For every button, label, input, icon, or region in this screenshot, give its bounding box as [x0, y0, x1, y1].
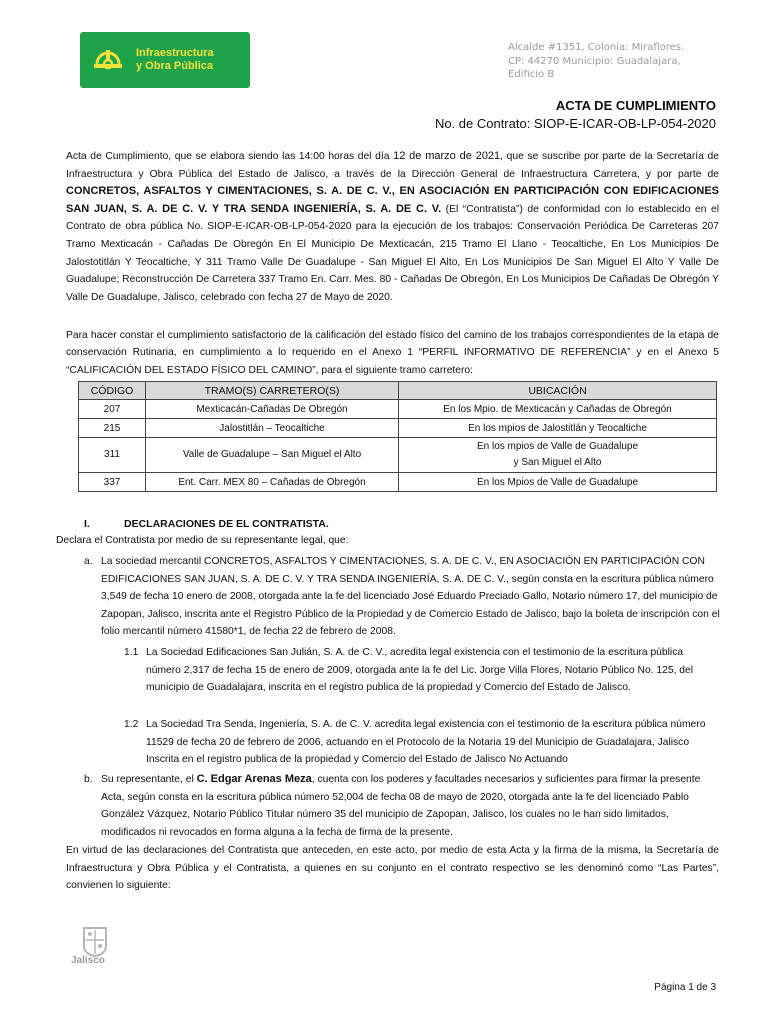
contract-number: No. de Contrato: SIOP-E-ICAR-OB-LP-054-2020 — [434, 116, 716, 131]
address-line-3: Edificio B — [508, 69, 555, 80]
list-marker: a. — [84, 556, 93, 567]
list-marker: b. — [84, 774, 93, 785]
declaration-1-2-text: La Sociedad Tra Senda, Ingeniería, S. A. de C. V. acredita legal existencia con el testimonio de la escritura pública número 11529 de fecha 20 de febrero de 2006, actuando en el Protocolo de la Notaria 19 del Municipio de Guadalajara, Jalisco Inscrita en el registro publica de la propiedad y Comercio del Estado de Jalisco No Actuando — [146, 719, 706, 765]
road-sections-table — [78, 381, 717, 492]
table-row — [79, 473, 717, 492]
table-header-row — [79, 382, 717, 400]
table-row — [79, 400, 717, 419]
address-line-1: Alcalde #1351, Colonia: Miraflores. — [508, 42, 685, 53]
table-row — [79, 438, 717, 473]
cell-location: En los Mpios de Valle de Guadalupe — [399, 473, 717, 492]
jalisco-wordmark: Jalisco — [71, 955, 105, 966]
address-line-2: CP: 44270 Municipio: Guadalajara, — [508, 55, 681, 67]
table-row — [79, 419, 717, 438]
cell-code: 207 — [79, 400, 146, 419]
cell-location: En los Mpio. de Mexticacán y Cañadas de Obregón — [399, 400, 717, 419]
section-number: I. — [84, 518, 90, 530]
document-title: ACTA DE CUMPLIMIENTO — [555, 98, 716, 113]
col-header-codigo: CÓDIGO — [79, 382, 146, 400]
cell-section: Jalostitlán – Teocaltiche — [146, 419, 399, 438]
intro-text-c: (El “Contratista”) de conformidad con lo establecido en el Contrato de obra pública No. SIOP-E-ICAR-OB-LP-054-2020 para la ejecución de los trabajos: Conservación Periódica De Carreteras 207 Tramo Mexticacán - Cañadas De Obregón En El Municipio De Mexticacán, 215 Tramo El Llano - Teocaltiche, En Los Municipios De Jalostotitlán Y Teocaltiche, Y 311 Tramo Valle De Guadalupe - San Miguel El Alto, En Los Municipios De San Miguel El Alto Y Valle De Guadalupe; Reconstrucción De Carretera 337 Tramo En. Carr. Mes. 80 - Cañadas De Obregón, En Los Municipios De Cañadas De Obregón Y Valle De Guadalupe, Jalisco, celebrado con fecha 27 de Mayo de 2020. — [66, 203, 719, 303]
cell-location-line-2: y San Miguel el Alto — [513, 457, 602, 468]
cell-code: 311 — [79, 438, 146, 473]
header-address — [508, 41, 748, 82]
cell-code: 215 — [79, 419, 146, 438]
cell-section: Mexticacán-Cañadas De Obregón — [146, 400, 399, 419]
representative-name: C. Edgar Arenas Meza — [196, 773, 312, 785]
closing-paragraph: En virtud de las declaraciones del Contratista que anteceden, en este acto, por medio de esta Acta y la firma de la misma, la Secretaría de Infraestructura y Obra Pública y el Contratista, a quienes en su conjunto en el contrato respectivo se les denominó como “Las Partes”, convienen lo siguiente: — [66, 845, 719, 891]
logo-line-1: Infraestructura — [136, 47, 214, 59]
declaration-1-1-text: La Sociedad Edificaciones San Julián, S. A. de C. V., acredita legal existencia con el testimonio de la escritura pública número 2,317 de fecha 15 de enero de 2009, otorgada ante la fe del Lic. Jorge Villa Flores, Notario Público No. 125, del municipio de Guadalajara, inscrita en el registro publica de la propiedad y Comercio del Estado de Jalisco. — [146, 647, 694, 693]
jalisco-coat-of-arms-icon — [70, 924, 120, 980]
declaration-b-text-1: Su representante, el — [101, 774, 197, 785]
contractor-name: CONCRETOS, ASFALTOS Y CIMENTACIONES, S. A. DE C. V., EN ASOCIACIÓN EN PARTICIPACIÓN CON EDIFICACIONES SAN JUAN, S. A. DE C. V. Y TRA SENDA INGENIERÍA, S. A. DE C. V. — [66, 185, 719, 215]
page-number: Página 1 de 3 — [654, 982, 716, 993]
col-header-tramo: TRAMO(S) CARRETERO(S) — [146, 382, 399, 400]
section-title: DECLARACIONES DE EL CONTRATISTA. — [124, 518, 329, 530]
act-date: 12 de marzo de 2021 — [393, 150, 501, 162]
declarations-heading — [84, 518, 329, 530]
declarations-intro: Declara el Contratista por medio de su representante legal, que: — [56, 535, 349, 546]
siop-logo — [80, 32, 250, 88]
logo-line-2: y Obra Pública — [136, 60, 214, 72]
list-marker: 1.1 — [124, 647, 139, 658]
cell-code: 337 — [79, 473, 146, 492]
list-marker: 1.2 — [124, 719, 139, 730]
declaration-b-text-2: , cuenta con los poderes y facultades necesarios y suficientes para firmar la presente Acta, según consta en la escritura pública número 52,004 de fecha 08 de mayo de 2020, otorgada ante la fe del licenciado Pablo González Vázquez, Notario Público Titular número 35 del municipio de Zapopan, Jalisco, los cuales no le han sido limitados, modificados ni revocados en forma alguna a la fecha de firma de la presente. — [101, 774, 701, 838]
cell-section: Ent. Carr. MEX 80 – Cañadas de Obregón — [146, 473, 399, 492]
intro-text-a: Acta de Cumplimiento, que se elabora siendo las 14:00 horas del día — [66, 151, 394, 162]
intro-paragraph — [66, 148, 719, 306]
cell-location — [399, 438, 717, 473]
declaration-a-text: La sociedad mercantil CONCRETOS, ASFALTOS Y CIMENTACIONES, S. A. DE C. V., EN ASOCIACIÓN EN PARTICIPACIÓN CON EDIFICACIONES SAN JUAN, S. A. DE C. V. Y TRA SENDA INGENIERÍA, S. A. DE C. V., según consta en la escritura pública número 3,549 de fecha 10 enero de 2008, otorgada ante la fe del licenciado José Eduardo Preciado Gallo, Notario número 17, del municipio de Zapopan, Jalisco, inscrita ante el Registro Público de la Propiedad y de Comercio Estado de Jalisco, bajo la boleta de inscripción con el folio mercantil número 41580*1, de fecha 22 de febrero de 2008. — [101, 556, 720, 637]
intro-text-b: , que se suscribe por parte de la Secretaría de Infraestructura y Obra Pública del Estado de Jalisco, a través de la Dirección General de Infraestructura Carretera, y por parte de — [66, 151, 719, 180]
cell-section: Valle de Guadalupe – San Miguel el Alto — [146, 438, 399, 473]
declaration-b-text — [101, 771, 720, 841]
cell-location-line-1: En los mpios de Valle de Guadalupe — [476, 441, 639, 452]
logo-text — [136, 47, 214, 73]
cell-location: En los mpios de Jalostitlán y Teocaltiche — [399, 419, 717, 438]
helmet-building-icon — [88, 40, 128, 80]
scope-paragraph: Para hacer constar el cumplimiento satisfactorio de la calificación del estado físico del camino de los trabajos correspondientes de la etapa de conservación Rutinaria, en cumplimiento a lo requerido en el Anexo 1 “PERFIL INFORMATIVO DE REFERENCIA” y en el Anexo 5 “CALIFICACIÓN DEL ESTADO FÍSICO DEL CAMINO”, para el siguiente tramo carretero: — [66, 330, 719, 376]
col-header-ubicacion: UBICACIÓN — [399, 382, 717, 400]
